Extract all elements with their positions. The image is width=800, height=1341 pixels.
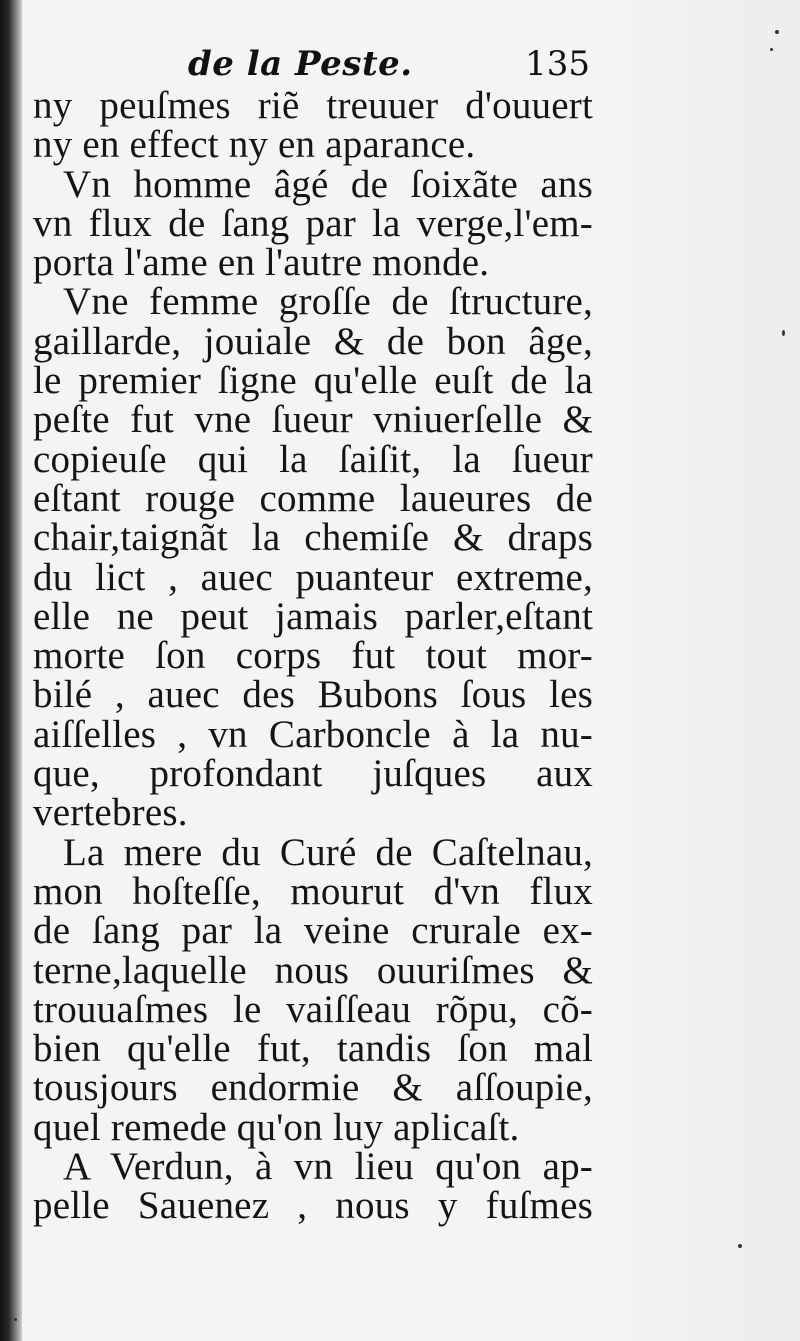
page-number: 135 <box>525 44 590 84</box>
text-line: copieuſe qui la ſaiſit, la ſueur <box>33 437 593 481</box>
text-line: aiſſelles , vn Carboncle à la nu- <box>33 712 593 756</box>
page-binding-shadow <box>0 0 22 1341</box>
text-line: elle ne peut jamais parler,eſtant <box>33 594 593 638</box>
text-line: le premier ſigne qu'elle euſt de la <box>33 359 593 403</box>
text-line: porta l'ame en l'autre monde. <box>33 241 490 285</box>
text-line: de ſang par la veine crurale ex- <box>33 909 593 953</box>
text-line: ny en effect ny en aparance. <box>33 123 476 167</box>
text-line: La mere du Curé de Caſtelnau, <box>63 830 593 874</box>
text-line: Vn homme âgé de ſoixãte ans <box>63 162 593 206</box>
text-line: du lict , auec puanteur extreme, <box>33 555 593 599</box>
running-title: de la Peste. <box>188 44 413 84</box>
text-line: mon hoſteſſe, mourut d'vn flux <box>33 869 593 913</box>
text-line: tousjours endormie & aſſoupie, <box>33 1066 593 1110</box>
text-line: que, profondant juſques aux <box>33 752 593 796</box>
ink-speck <box>14 1318 17 1321</box>
text-line: terne,laquelle nous ouuriſmes & <box>33 948 593 992</box>
text-line: chair,taignãt la chemiſe & draps <box>33 516 593 560</box>
text-line: A Verdun, à vn lieu qu'on ap- <box>63 1145 593 1189</box>
text-line: vertebres. <box>33 791 188 835</box>
ink-speck <box>782 330 785 336</box>
text-line: quel remede qu'on luy aplicaſt. <box>33 1105 520 1149</box>
text-line: vn flux de ſang par la verge,l'em- <box>33 201 593 245</box>
text-line: morte ſon corps fut tout mor- <box>33 634 593 678</box>
page-margin <box>600 0 800 1341</box>
ink-speck <box>770 48 773 51</box>
text-line: ny peuſmes riẽ treuuer d'ouuert <box>33 84 593 127</box>
text-line: bien qu'elle fut, tandis ſon mal <box>33 1027 593 1071</box>
text-line: bilé , auec des Bubons ſous les <box>33 673 593 717</box>
body-text <box>33 86 593 1226</box>
ink-speck <box>775 30 779 34</box>
text-line: eſtant rouge comme laueures de <box>33 476 593 520</box>
text-line: gaillarde, jouiale & de bon âge, <box>33 319 593 363</box>
text-line: trouuaſmes le vaiſſeau rõpu, cõ- <box>33 987 593 1031</box>
page-header <box>180 44 590 88</box>
text-line: peſte fut vne ſueur vniuerſelle & <box>33 398 593 442</box>
text-line: Vne femme groſſe de ſtructure, <box>63 280 593 324</box>
text-line: pelle Sauenez , nous y fuſmes <box>33 1184 593 1228</box>
ink-speck <box>738 1244 742 1248</box>
